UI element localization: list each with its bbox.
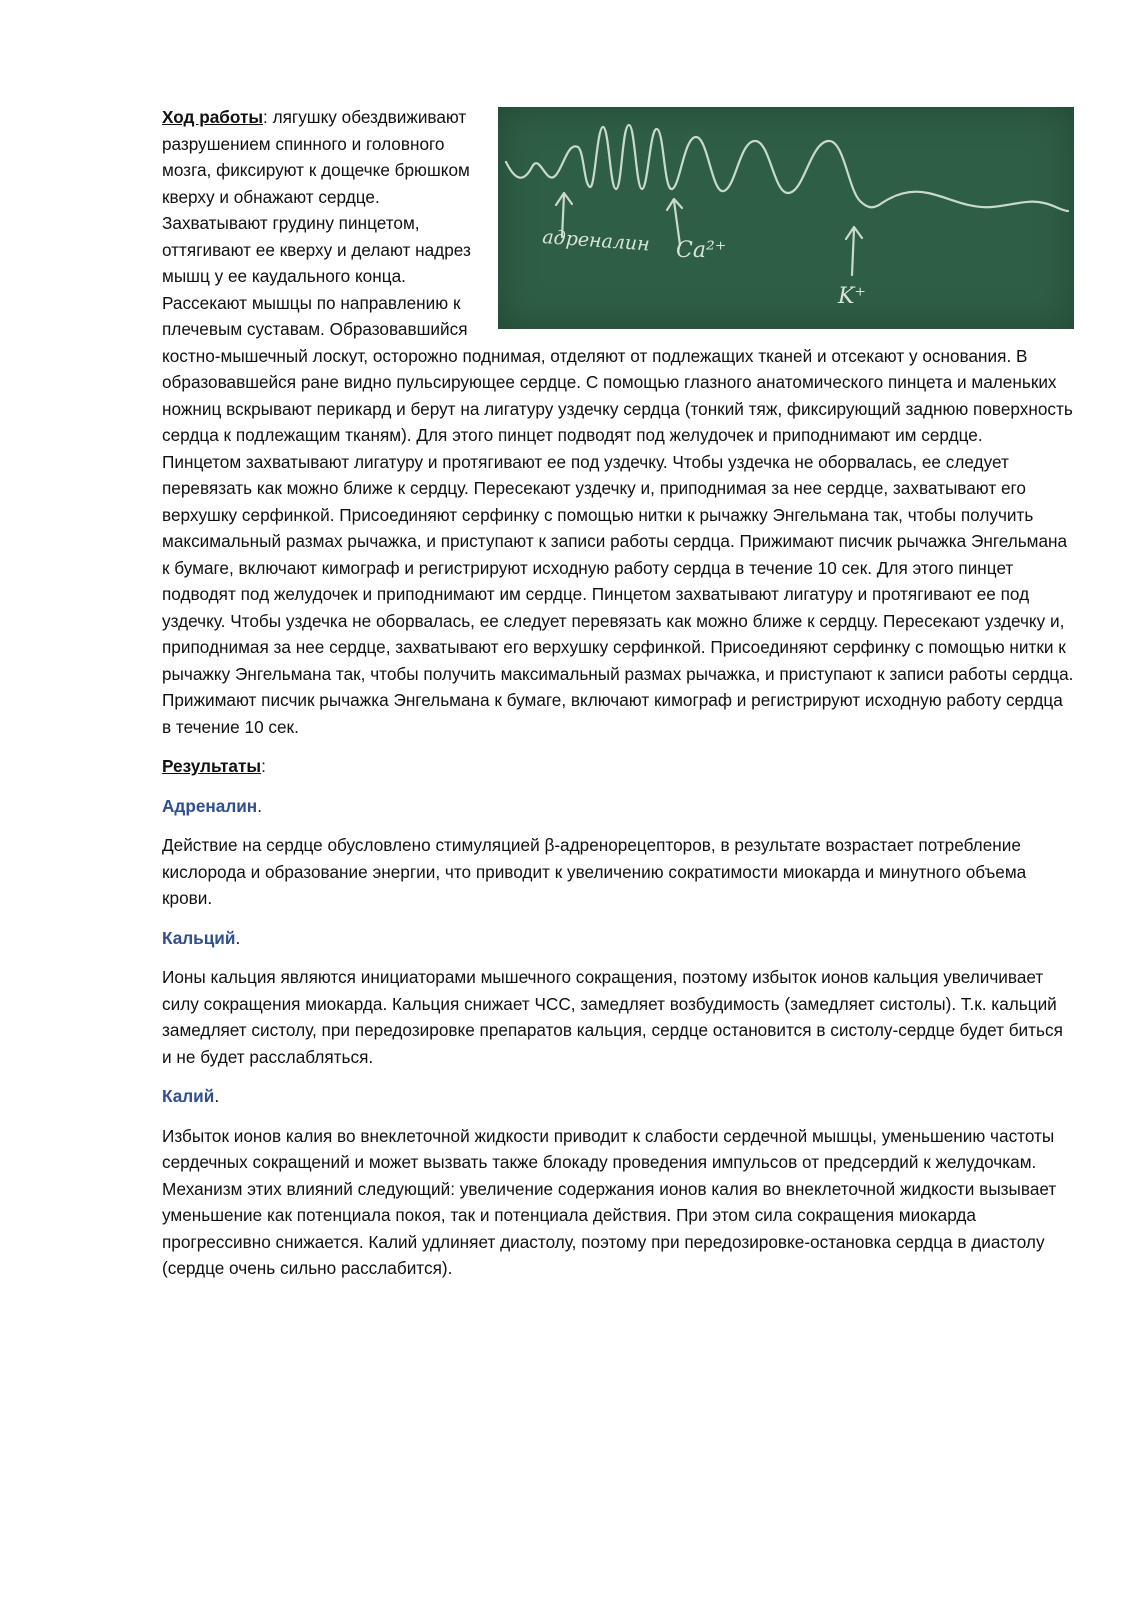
arrow-potassium [846, 227, 862, 275]
section-text-potassium: Избыток ионов калия во внеклеточной жидкости приводит к слабости сердечной мышцы, уменьшению частоты сердечных сокращений и может вызвать также блокаду проведения импульсов от предсердий к желудочкам. Механизм этих влияний следующий: увеличение содержания ионов калия во внеклеточной жидкости вызывает уменьшение как потенциала покоя, так и потенциала действия. При этом сила сокращения миокарда прогрессивно снижается. Калий удлиняет диастолу, поэтому при передозировке-остановка сердца в диастолу (сердце очень сильно расслабится). [162, 1125, 1057, 1278]
section-title-text: Кальций [162, 927, 236, 948]
section-title-potassium [162, 1083, 1074, 1110]
kymogram-drawing [498, 107, 1074, 329]
procedure-block [162, 104, 1074, 740]
section-text-calcium: Ионы кальция являются инициаторами мышечного сокращения, поэтому избыток ионов кальция увеличивает силу сокращения миокарда. Кальция снижает ЧСС, замедляет возбудимость (замедляет систолы). Т.к. кальций замедляет систолу, при передозировке препаратов кальция, сердце остановится в систолу-сердце будет биться и не будет расслабляться. [162, 967, 1063, 1067]
procedure-intro-text: : лягушку обездвиживают разрушением спинного и головного мозга, фиксируют к дощечке брюшком кверху и обнажают сердце. Захватывают грудину пинцетом, оттягивают ее кверху и делают надрез мышц у ее каудального конца. Рассекают мышцы по направлению к плечевым суставам. Образовавшийся костно-мышечный лоскут, осторожно поднимая, отделяют от подлежащих тканей и отсекают у основания. В образовавшейся ране видно пульсирующее сердце. С помощью глазного анатомического пинцета и маленьких ножниц вскрывают перикард и берут на лигатуру уздечку сердца (тонкий тяж, фиксирующий заднюю поверхность сердца к подлежащим тканям). Для этого пинцет подводят под желудочек и приподнимают им сердце. [162, 107, 1073, 445]
label-adrenaline: адреналин [541, 226, 651, 256]
results-heading-colon: : [261, 756, 266, 776]
section-title-dot: . [235, 927, 241, 948]
results-heading: Результаты [162, 756, 262, 776]
procedure-heading: Ход работы [162, 107, 264, 127]
section-title-adrenaline [162, 793, 1074, 820]
chalkboard-figure [498, 107, 1074, 329]
section-title-text: Калий [162, 1086, 215, 1106]
section-text-adrenaline: Действие на сердце обусловлено стимуляцией β-адренорецепторов, в результате возрастает потребление кислорода и образование энергии, что приводит к увеличению сократимости миокарда и минутного объема крови. [162, 835, 1027, 908]
document-page [162, 104, 1074, 1282]
label-potassium: K⁺ [838, 284, 867, 309]
label-calcium: Ca²⁺ [676, 238, 727, 263]
section-title-calcium [162, 925, 1074, 952]
section-title-dot: . [257, 795, 262, 816]
kymogram-trace [506, 125, 1068, 211]
procedure-continued-paragraph: Пинцетом захватывают лигатуру и протягивают ее под уздечку. Чтобы уздечка не оборвалась, ее следует перевязать как можно ближе к сердцу. Пересекают уздечку и, приподнимая за нее сердце, захватывают его верхушку серфинкой. Присоединяют серфинку с помощью нитки к рычажку Энгельмана так, чтобы получить максимальный размах рычажка, и приступают к записи работы сердца. Прижимают писчик рычажка Энгельмана к бумаге, включают кимограф и регистрируют исходную работу сердца в течение 10 сек. Для этого пинцет подводят под желудочек и приподнимают им сердце. Пинцетом захватывают лигатуру и протягивают ее под уздечку. Чтобы уздечка не оборвалась, ее следует перевязать как можно ближе к сердцу. Пересекают уздечку и, приподнимая за нее сердце, захватывают его верхушку серфинкой. Присоединяют серфинку с помощью нитки к рычажку Энгельмана так, чтобы получить максимальный размах рычажка, и приступают к записи работы сердца. Прижимают писчик рычажка Энгельмана к бумаге, включают кимограф и регистрируют исходную работу сердца в течение 10 сек. [162, 451, 1074, 737]
section-title-dot: . [214, 1086, 220, 1106]
section-title-text: Адреналин [162, 795, 258, 816]
results-heading-line [162, 753, 1074, 780]
